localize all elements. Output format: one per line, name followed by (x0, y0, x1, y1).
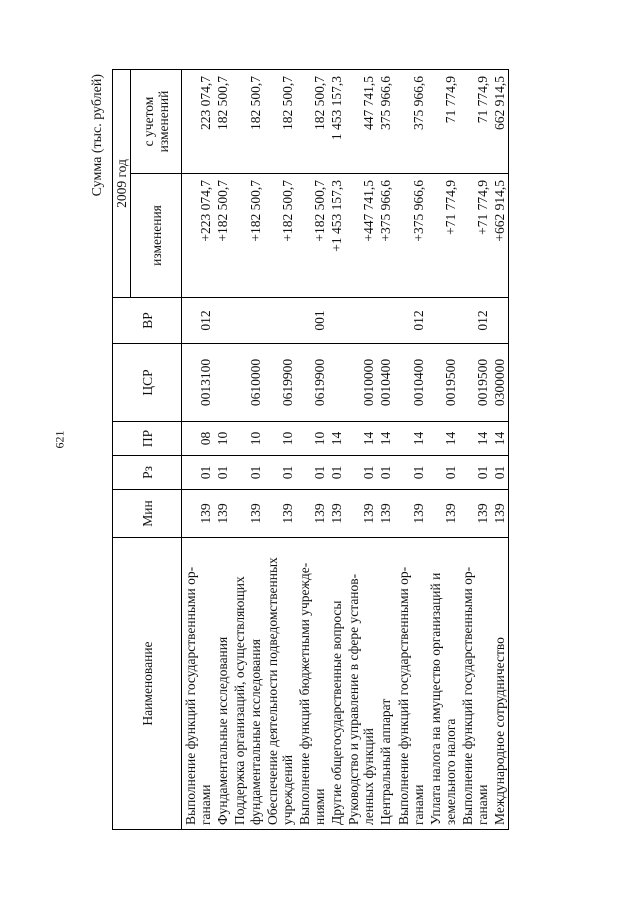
row-vr (214, 298, 231, 344)
row-rz: 01 (296, 456, 328, 490)
row-rz: 01 (395, 456, 427, 490)
row-csr: 0619900 (264, 344, 296, 422)
row-csr: 0019500 (427, 344, 459, 422)
row-min: 139 (214, 490, 231, 538)
row-name: Другие общегосударственные вопросы (328, 538, 345, 830)
row-total: 71 774,9 (427, 70, 459, 174)
table-body (182, 70, 509, 830)
units-caption: Сумма (тыс. рублей) (90, 74, 105, 197)
row-csr: 0019500 (459, 344, 491, 422)
row-vr (264, 298, 296, 344)
table-row (491, 70, 509, 830)
row-min: 139 (264, 490, 296, 538)
row-csr (214, 344, 231, 422)
page-number: 621 (52, 430, 67, 449)
row-min: 139 (182, 490, 215, 538)
row-rz: 01 (459, 456, 491, 490)
row-min: 139 (231, 490, 263, 538)
row-total: 375 966,6 (377, 70, 394, 174)
row-name: Обеспечение деятельности подведомственных учреждений (264, 538, 296, 830)
row-total: 182 500,7 (264, 70, 296, 174)
row-name: Уплата налога на имущество организаций и земельного налога (427, 538, 459, 830)
col-header-changes: изменения (131, 174, 182, 298)
row-pr: 14 (459, 422, 491, 456)
row-changes: +447 741,5 (345, 174, 377, 298)
row-name: Руководство и управление в сфере установ-ленных функций (345, 538, 377, 830)
rotated-budget-table-sheet (90, 70, 630, 830)
row-csr: 0010400 (377, 344, 394, 422)
row-min: 139 (427, 490, 459, 538)
row-csr: 0010400 (395, 344, 427, 422)
row-changes: +662 914,5 (491, 174, 509, 298)
budget-table (112, 69, 509, 830)
col-header-with-changes: с учетом изменений (131, 70, 182, 174)
row-name: Международное сотрудничество (491, 538, 509, 830)
row-changes: +1 453 157,3 (328, 174, 345, 298)
row-min: 139 (345, 490, 377, 538)
row-name: Выполнение функций государственными ор-ганами (182, 538, 215, 830)
row-total: 1 453 157,3 (328, 70, 345, 174)
row-csr: 0610000 (231, 344, 263, 422)
row-vr (491, 298, 509, 344)
row-vr: 012 (182, 298, 215, 344)
row-total: 447 741,5 (345, 70, 377, 174)
row-changes: +71 774,9 (427, 174, 459, 298)
row-rz: 01 (214, 456, 231, 490)
table-row (427, 70, 459, 830)
row-name: Выполнение функций бюджетными учрежде-ниями (296, 538, 328, 830)
row-total: 182 500,7 (214, 70, 231, 174)
row-name: Поддержка организаций, осуществляющих фундаментальные исследования (231, 538, 263, 830)
row-vr: 012 (459, 298, 491, 344)
col-header-rz: Рз (113, 456, 182, 490)
row-csr: 0300000 (491, 344, 509, 422)
row-csr (328, 344, 345, 422)
row-rz: 01 (491, 456, 509, 490)
row-pr: 14 (491, 422, 509, 456)
row-changes: +375 966,6 (395, 174, 427, 298)
row-pr: 14 (427, 422, 459, 456)
row-rz: 01 (427, 456, 459, 490)
row-total: 71 774,9 (459, 70, 491, 174)
row-pr: 10 (296, 422, 328, 456)
row-changes: +182 500,7 (296, 174, 328, 298)
row-csr: 0619900 (296, 344, 328, 422)
row-pr: 14 (345, 422, 377, 456)
row-pr: 08 (182, 422, 215, 456)
table-row (182, 70, 215, 830)
row-vr: 001 (296, 298, 328, 344)
row-name: Выполнение функций государственными ор-ганами (459, 538, 491, 830)
row-rz: 01 (377, 456, 394, 490)
row-changes: +182 500,7 (264, 174, 296, 298)
col-header-name: Наименование (113, 538, 182, 830)
table-row (345, 70, 377, 830)
row-vr: 012 (395, 298, 427, 344)
row-csr: 0010000 (345, 344, 377, 422)
table-row (328, 70, 345, 830)
row-changes: +223 074,7 (182, 174, 215, 298)
row-name: Центральный аппарат (377, 538, 394, 830)
row-csr: 0013100 (182, 344, 215, 422)
row-vr (328, 298, 345, 344)
row-pr: 10 (264, 422, 296, 456)
row-changes: +71 774,9 (459, 174, 491, 298)
row-rz: 01 (231, 456, 263, 490)
table-row (231, 70, 263, 830)
table-row (377, 70, 394, 830)
row-total: 223 074,7 (182, 70, 215, 174)
row-vr (231, 298, 263, 344)
row-rz: 01 (345, 456, 377, 490)
table-row (395, 70, 427, 830)
row-rz: 01 (182, 456, 215, 490)
table-row (459, 70, 491, 830)
col-header-pr: ПР (113, 422, 182, 456)
row-min: 139 (491, 490, 509, 538)
row-min: 139 (377, 490, 394, 538)
row-name: Выполнение функций государственными ор-ганами (395, 538, 427, 830)
row-pr: 10 (231, 422, 263, 456)
row-pr: 14 (377, 422, 394, 456)
row-vr (427, 298, 459, 344)
row-total: 375 966,6 (395, 70, 427, 174)
col-header-vr: ВР (113, 298, 182, 344)
table-header (113, 70, 182, 830)
row-rz: 01 (264, 456, 296, 490)
col-header-year: 2009 год (113, 70, 131, 298)
col-header-csr: ЦСР (113, 344, 182, 422)
row-name: Фундаментальные исследования (214, 538, 231, 830)
row-changes: +182 500,7 (231, 174, 263, 298)
row-total: 182 500,7 (231, 70, 263, 174)
row-pr: 10 (214, 422, 231, 456)
row-total: 662 914,5 (491, 70, 509, 174)
row-vr (345, 298, 377, 344)
table-row (214, 70, 231, 830)
row-changes: +182 500,7 (214, 174, 231, 298)
row-pr: 14 (395, 422, 427, 456)
row-min: 139 (459, 490, 491, 538)
row-min: 139 (328, 490, 345, 538)
row-changes: +375 966,6 (377, 174, 394, 298)
row-total: 182 500,7 (296, 70, 328, 174)
row-vr (377, 298, 394, 344)
table-row (296, 70, 328, 830)
table-row (264, 70, 296, 830)
row-rz: 01 (328, 456, 345, 490)
row-pr: 14 (328, 422, 345, 456)
col-header-min: Мин (113, 490, 182, 538)
row-min: 139 (296, 490, 328, 538)
row-min: 139 (395, 490, 427, 538)
